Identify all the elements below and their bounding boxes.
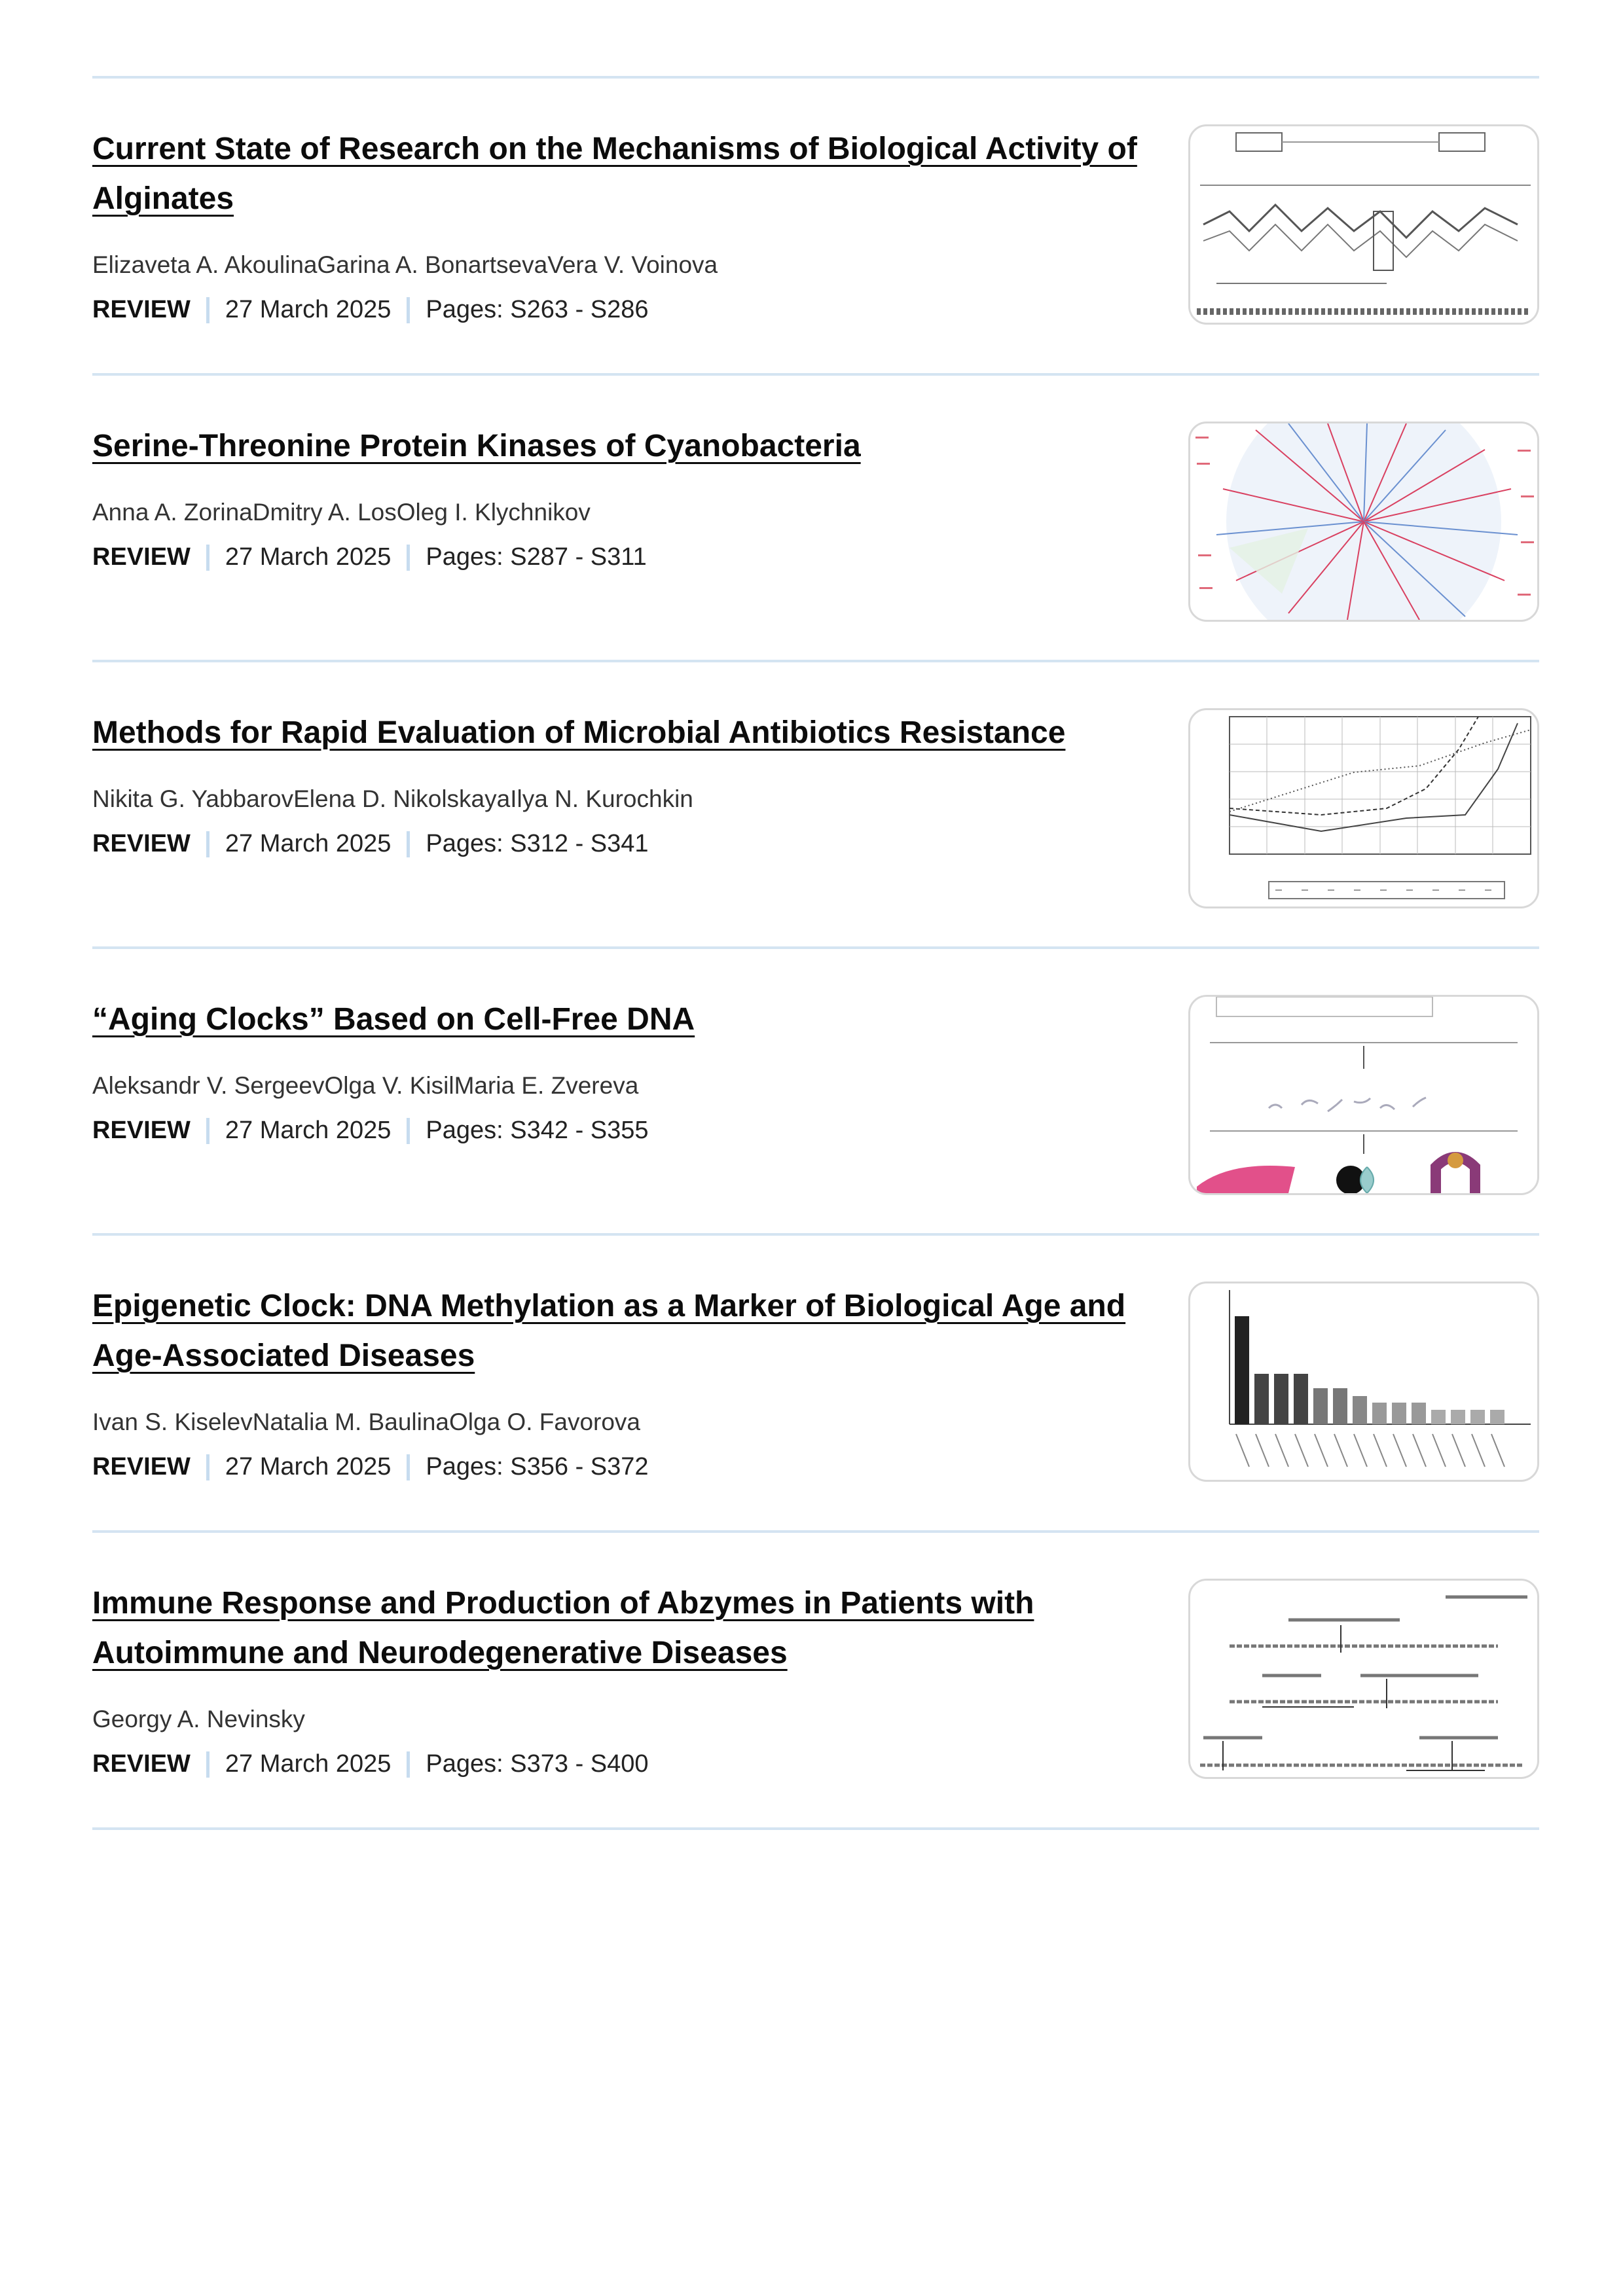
article-item [92, 1533, 1539, 1827]
article-thumbnail[interactable] [1188, 422, 1539, 622]
article-meta [92, 1750, 1153, 1778]
article-item [92, 376, 1539, 660]
article-meta [92, 830, 1153, 858]
article-type: REVIEW [92, 296, 191, 323]
article-meta [92, 543, 1153, 571]
article-thumbnail[interactable] [1188, 708, 1539, 908]
article-pages: Pages: S312 - S341 [426, 830, 649, 857]
meta-separator [206, 831, 210, 857]
article-type: REVIEW [92, 1750, 191, 1778]
article-title-link[interactable]: Methods for Rapid Evaluation of Microbial Antibiotics Resistance [92, 715, 1066, 750]
article-date: 27 March 2025 [225, 296, 392, 323]
article-date: 27 March 2025 [225, 543, 392, 571]
meta-separator [407, 1751, 410, 1778]
article-title-link[interactable]: Serine-Threonine Protein Kinases of Cyanobacteria [92, 429, 861, 463]
article-date: 27 March 2025 [225, 1117, 392, 1144]
article-type: REVIEW [92, 543, 191, 571]
article-title-link[interactable]: Epigenetic Clock: DNA Methylation as a Marker of Biological Age and Age-Associated Diseases [92, 1289, 1126, 1373]
article-authors: Anna A. ZorinaDmitry A. LosOleg I. Klychnikov [92, 499, 591, 526]
sequence-figure [1190, 1581, 1537, 1777]
article-title-link[interactable]: Current State of Research on the Mechanisms of Biological Activity of Alginates [92, 132, 1137, 216]
cell-free-dna-figure [1190, 997, 1537, 1193]
meta-separator [206, 297, 210, 323]
article-thumbnail[interactable] [1188, 1282, 1539, 1482]
article-type: REVIEW [92, 1117, 191, 1144]
article-type: REVIEW [92, 830, 191, 857]
meta-separator [407, 545, 410, 571]
article-date: 27 March 2025 [225, 1453, 392, 1480]
article-authors: Ivan S. KiselevNatalia M. BaulinaOlga O. Favorova [92, 1408, 640, 1435]
article-title-link[interactable]: “Aging Clocks” Based on Cell-Free DNA [92, 1002, 695, 1037]
article-title-link[interactable]: Immune Response and Production of Abzymes in Patients with Autoimmune and Neurodegenerative Diseases [92, 1586, 1034, 1670]
article-meta [92, 296, 1153, 324]
article-date: 27 March 2025 [225, 830, 392, 857]
article-authors: Nikita G. YabbarovElena D. NikolskayaIlya N. Kurochkin [92, 785, 693, 812]
meta-separator [407, 1454, 410, 1480]
meta-separator [407, 831, 410, 857]
meta-separator [407, 297, 410, 323]
article-pages: Pages: S356 - S372 [426, 1453, 649, 1480]
article-list [92, 76, 1539, 1830]
article-pages: Pages: S373 - S400 [426, 1750, 649, 1778]
article-authors: Georgy A. Nevinsky [92, 1706, 305, 1732]
article-thumbnail[interactable] [1188, 995, 1539, 1195]
article-pages: Pages: S342 - S355 [426, 1117, 649, 1144]
article-item [92, 949, 1539, 1233]
divider [92, 1827, 1539, 1830]
growth-curve-figure [1190, 710, 1537, 906]
article-date: 27 March 2025 [225, 1750, 392, 1778]
article-type: REVIEW [92, 1453, 191, 1480]
article-pages: Pages: S287 - S311 [426, 543, 647, 571]
article-item [92, 662, 1539, 946]
article-thumbnail[interactable] [1188, 124, 1539, 325]
meta-separator [206, 1751, 210, 1778]
article-pages: Pages: S263 - S286 [426, 296, 649, 323]
article-meta [92, 1453, 1153, 1481]
alginate-structure-figure [1190, 126, 1537, 323]
article-thumbnail[interactable] [1188, 1579, 1539, 1779]
article-authors: Elizaveta A. AkoulinaGarina A. BonartsevaVera V. Voinova [92, 251, 718, 278]
article-meta [92, 1117, 1153, 1145]
meta-separator [206, 545, 210, 571]
article-item [92, 1236, 1539, 1530]
meta-separator [206, 1118, 210, 1144]
meta-separator [407, 1118, 410, 1144]
phylogenetic-tree-figure [1190, 423, 1537, 620]
article-item [92, 79, 1539, 373]
meta-separator [206, 1454, 210, 1480]
article-authors: Aleksandr V. SergeevOlga V. KisilMaria E. Zvereva [92, 1072, 639, 1099]
bar-chart-figure [1190, 1283, 1537, 1480]
